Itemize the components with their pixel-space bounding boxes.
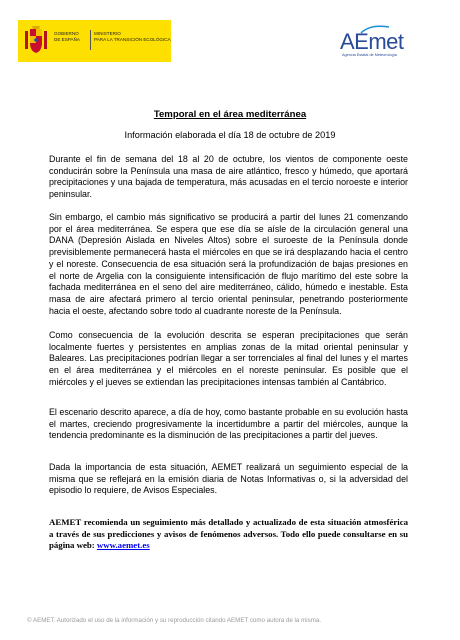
header-divider xyxy=(90,30,91,50)
ministry-name: MINISTERIO PARA LA TRANSICIÓN ECOLÓGICA xyxy=(94,31,171,42)
copyright-footer: © AEMET. Autorizado el uso de la información y su reproducción citando AEMET como autora de la misma. xyxy=(27,617,322,624)
paragraph-weekend: Durante el fin de semana del 18 al 20 de octubre, los vientos de componente oeste conducirán sobre la Península una masa de aire atlántico, fresco y húmedo, que aportará precipitaciones y una bajada de temperatura, más acusadas en el tercio noroeste e interior peninsular. xyxy=(49,154,408,200)
aemet-logo-text: AEmet xyxy=(340,29,404,54)
aemet-logo xyxy=(338,24,428,64)
paragraph-monitoring: Dada la importancia de esta situación, AEMET realizará un seguimiento especial de la misma que se reflejará en la emisión diaria de Notas Informativas o, si la adversidad del episodio lo requiere, de Avisos Especiales. xyxy=(49,462,408,496)
paragraph-precipitation: Como consecuencia de la evolución descrita se esperan precipitaciones que serán localmente fuertes y persistentes en amplias zonas de la mitad oriental peninsular y Baleares. Las precipitaciones podrían llegar a ser torrenciales al final del lunes y el martes en el área mediterránea y el miércoles en el noreste peninsular. Es posible que el miércoles y el jueves se extiendan las precipitaciones intensas también al Cantábrico. xyxy=(49,330,408,387)
paragraph-scenario: El escenario descrito aparece, a día de hoy, como bastante probable en su evolución hasta el martes, creciendo progresivamente la incertidumbre a partir del miércoles, aunque la tendencia predominante es la disminución de las precipitaciones a partir del jueves. xyxy=(49,407,408,441)
document-title: Temporal en el área mediterránea xyxy=(153,109,307,120)
document-date: Información elaborada el día 18 de octubre de 2019 xyxy=(124,130,336,140)
recommendation-paragraph xyxy=(49,517,408,552)
aemet-website-link[interactable]: www.aemet.es xyxy=(96,540,150,551)
paragraph-dana: Sin embargo, el cambio más significativo se producirá a partir del lunes 21 comenzando por el área mediterránea. Se espera que ese día se aísle de la circulación general una DANA (Depresión Aislada en Niveles Altos) sobre el suroeste de la Península donde previsiblemente permanecerá hasta el miércoles en que se irá desplazando hacia el centro y el noreste. Consecuencia de esa situación será la profundización de bajas presiones en el norte de Argelia con la consiguiente intensificación de flujo marítimo del este sobre la fachada mediterránea en el seno del aire mediterráneo, cálido, húmedo e inestable. Esta masa de aire afectará primero al tercio oriental peninsular, penetrando posteriormente hacia el oeste, afectando sobre todo al cuadrante noreste de la Península. xyxy=(49,212,408,316)
recommendation-text: AEMET recomienda un seguimiento más detallado y actualizado de esta situación atmosférica a través de sus predicciones y avisos de fenómenos adversos. Todo ello puede consultarse en su página web: xyxy=(49,517,408,551)
aemet-logo-subtitle: Agencia Estatal de Meteorología xyxy=(342,53,397,57)
government-logo-block xyxy=(18,20,171,62)
coat-of-arms-icon xyxy=(24,25,48,55)
government-name: GOBIERNO DE ESPAÑA xyxy=(54,31,80,42)
